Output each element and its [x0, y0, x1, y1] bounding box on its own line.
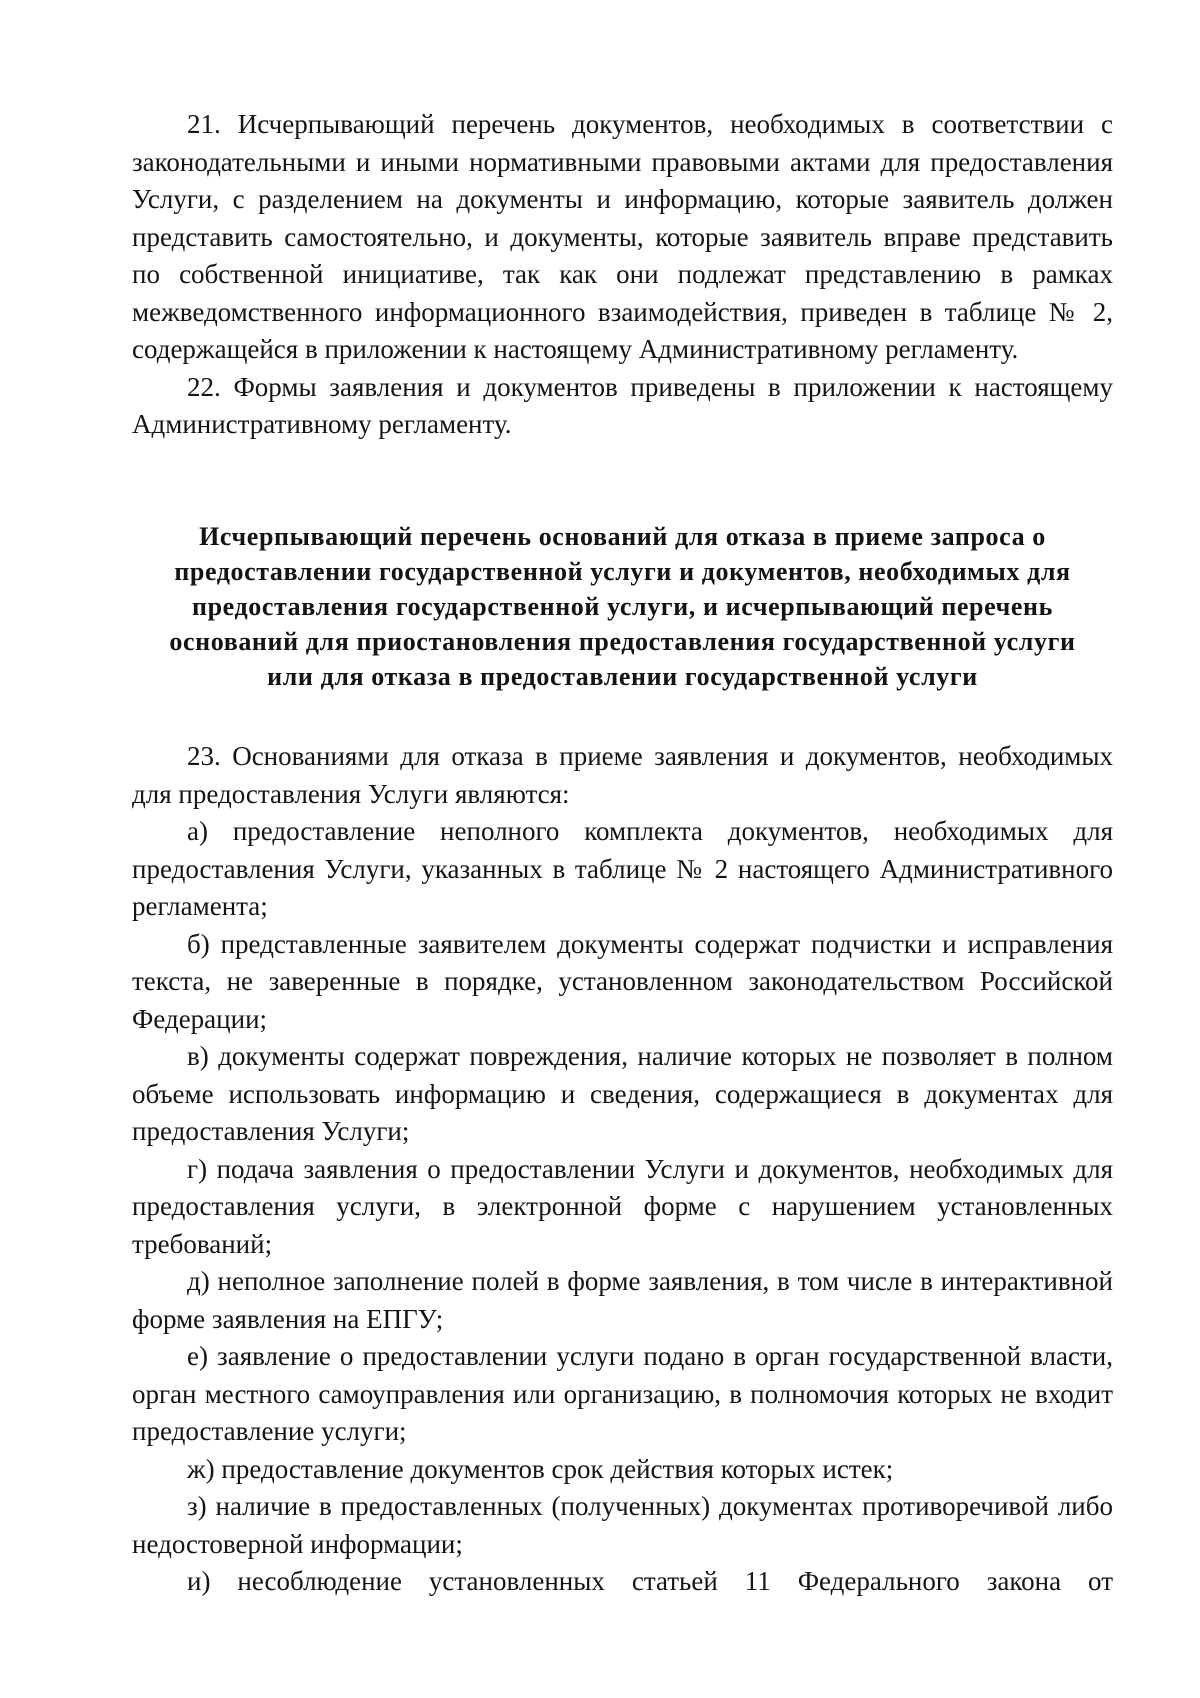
heading-line: Исчерпывающий перечень оснований для отказа в приеме запроса о	[199, 522, 1046, 551]
paragraph-21: 21. Исчерпывающий перечень документов, необходимых в соответствии с законодательными и иными нормативными правовыми актами для предоставления Услуги, с разделением на документы и информацию, которые заявитель должен представить самостоятельно, и документы, которые заявитель вправе представить по собственной инициативе, так как они подлежат представлению в рамках межведомственного информационного взаимодействия, приведен в таблице № 2, содержащейся в приложении к настоящему Административному регламенту.	[132, 109, 1113, 364]
paragraph-23: 23. Основаниями для отказа в приеме заявления и документов, необходимых для предоставления Услуги являются:	[132, 741, 1113, 809]
list-item-b: б) представленные заявителем документы содержат подчистки и исправления текста, не заверенные в порядке, установленном законодательством Российской Федерации;	[132, 928, 1113, 1034]
heading-line: предоставления государственной услуги, и исчерпывающий перечень	[192, 592, 1053, 621]
list-item-g: г) подача заявления о предоставлении Услуги и документов, необходимых для предоставления услуги, в электронной форме с нарушением установленных требований;	[132, 1153, 1113, 1259]
list-item-v: в) документы содержат повреждения, наличие которых не позволяет в полном объеме использовать информацию и сведения, содержащиеся в документах для предоставления Услуги;	[132, 1041, 1113, 1146]
refusal-grounds-section	[132, 738, 1113, 1601]
section-heading	[132, 519, 1113, 694]
list-item-a: а) предоставление неполного комплекта документов, необходимых для предоставления Услуги, указанных в таблице № 2 настоящего Административного регламента;	[132, 816, 1113, 921]
list-item-i: и) несоблюдение установленных статьей 11 Федерального закона от	[187, 1566, 1113, 1596]
heading-line: или для отказа в предоставлении государственной услуги	[267, 662, 978, 691]
list-item-d: д) неполное заполнение полей в форме заявления, в том числе в интерактивной форме заявления на ЕПГУ;	[132, 1266, 1113, 1334]
list-item-e: е) заявление о предоставлении услуги подано в орган государственной власти, орган местного самоуправления или организацию, в полномочия которых не входит предоставление услуги;	[132, 1341, 1113, 1446]
intro-section	[132, 106, 1113, 444]
heading-line: предоставлении государственной услуги и документов, необходимых для	[174, 557, 1071, 586]
list-item-zh: ж) предоставление документов срок действия которых истек;	[187, 1453, 894, 1484]
paragraph-22: 22. Формы заявления и документов приведены в приложении к настоящему Административному регламенту.	[132, 371, 1113, 439]
list-item-z: з) наличие в предоставленных (полученных) документах противоречивой либо недостоверной информации;	[132, 1491, 1113, 1559]
heading-line: оснований для приостановления предоставления государственной услуги	[169, 627, 1076, 656]
